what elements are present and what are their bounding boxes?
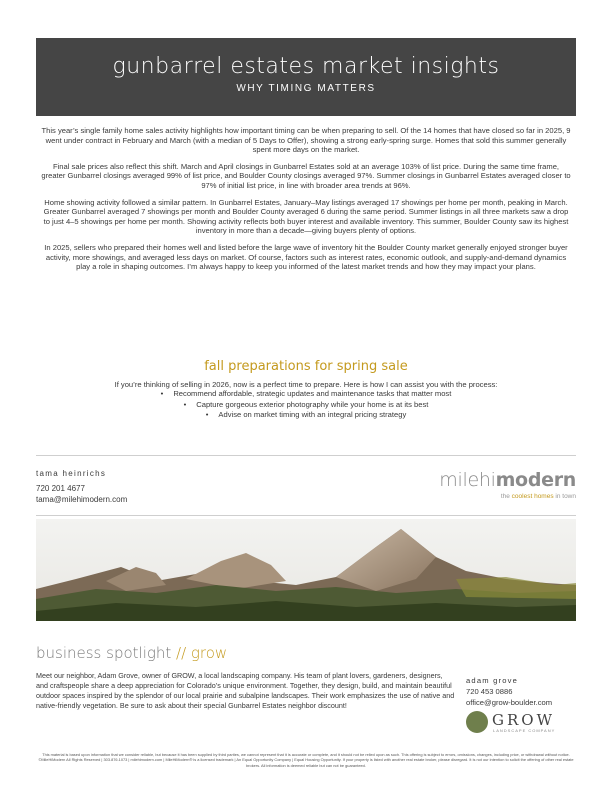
owner-phone[interactable]: 720 453 0886 (466, 687, 513, 696)
grow-wordmark: GROW (492, 711, 555, 729)
page-header (36, 38, 576, 116)
tagline-highlight: coolest homes (511, 493, 554, 500)
agent-phone[interactable]: 720 201 4677 (36, 483, 85, 493)
grow-emblem-icon (466, 711, 488, 733)
milehimodern-logo (439, 469, 576, 500)
grow-logo (466, 711, 578, 735)
market-insights-body (40, 126, 572, 279)
agent-contact (36, 468, 127, 506)
page-subtitle: WHY TIMING MATTERS (236, 83, 376, 94)
fall-section-title: fall preparations for spring sale (204, 359, 408, 374)
logo-wordmark-light: milehi (439, 469, 496, 491)
fall-section-intro: If you’re thinking of selling in 2026, now is a perfect time to prepare. Here is how I can assist you with the process: (114, 380, 498, 389)
mountain-illustration (36, 519, 576, 621)
spotlight-title-prefix: business spotlight (36, 644, 172, 662)
paragraph-showings: Home showing activity followed a similar pattern. In Gunbarrel Estates, January–May listings averaged 17 showings per home per month, peaking in March. Greater Gunbarrel averaged 7 showings per month and Boulder County averaged 6 during the same period. Summer listings in all three markets saw a drop to just 4–5 showings per home per month. Showing activity reflects both buyer interest and available inventory. This summer, Boulder County saw its highest inventory in more than a decade—giving buyers plenty of options. (43, 197, 569, 236)
footer-disclaimer: This material is based upon information that we consider reliable, but because it has been supplied by third parties, we cannot represent that it is accurate or complete, and it should not be relied upon as such. This offering is subject to errors, omissions, changes, including price, or withdrawal without notice. ©MileHiModern All Rights Reserved | 303.876.1073 | milehimodern.com | MileHiModern® is a licensed trademark | An Equal Opportunity Company | Equal Housing Opportunity. If your property is listed with another real estate broker, please disregard. It is not our intention to solicit the offering of other real estate brokers. All information is deemed reliable but can not be guaranteed. (38, 752, 574, 768)
logo-wordmark (439, 469, 576, 491)
list-item: • Advise on market timing with an integral pricing strategy (36, 410, 576, 421)
paragraph-summary: In 2025, sellers who prepared their homes well and listed before the large wave of inventory hit the Boulder County market generally enjoyed stronger buyer activity, more showings, and averaged less days on market. Of course, factors such as interest rates, economic outlook, and supply-and-demand dynamics play a role in shaping outcomes. I’m always happy to keep you informed of the latest market trends and how they may impact your plans. (44, 242, 568, 272)
owner-contact (466, 675, 552, 708)
list-item: • Recommend affordable, strategic updates and maintenance tasks that matter most (36, 389, 576, 400)
logo-wordmark-bold: modern (495, 469, 576, 491)
spotlight-title-highlight: // grow (171, 644, 228, 662)
list-item: • Capture gorgeous exterior photography while your home is at its best (36, 400, 576, 411)
paragraph-prices: Final sale prices also reflect this shift. March and April closings in Gunbarrel Estates sold at an average 103% of list price. During the same time frame, greater Gunbarrel closings averaged 99% of list price, and Boulder County closings averaged 97%. Summer closings in Gunbarrel Estates averaged closer to 97% of initial list price, in line with broader area trends at 96%. (41, 161, 571, 190)
grow-subtitle: LANDSCAPE COMPANY (493, 728, 556, 733)
paragraph-timing: This year’s single family home sales activity highlights how important timing can be when preparing to sell. Of the 14 homes that have closed so far in 2025, 9 went under contract in February and March (with a median of 5 Days to Offer), showing a strong early-spring surge. Homes that sold this summer generally spent more days on the market. (41, 126, 571, 155)
page-title: gunbarrel estates market insights (112, 54, 500, 79)
fall-services-list (36, 389, 576, 421)
logo-tagline (439, 493, 576, 500)
tagline-prefix: the (500, 493, 512, 500)
flatirons-mountain-photo (36, 519, 576, 621)
tagline-suffix: in town (553, 493, 576, 500)
divider (36, 455, 576, 456)
agent-email[interactable]: tama@milehimodern.com (36, 495, 128, 504)
divider (36, 515, 576, 516)
owner-name: adam grove (466, 676, 519, 685)
owner-email[interactable]: office@grow-boulder.com (466, 698, 553, 707)
agent-name: tama heinrichs (36, 469, 107, 478)
business-spotlight-title (36, 644, 227, 662)
business-spotlight-text: Meet our neighbor, Adam Grove, owner of GROW, a local landscaping company. His team of plant lovers, gardeners, designers, and craftspeople share a deep appreciation for Colorado’s unique environment. Together, they design, build, and maintain beautiful outdoor spaces inspired by the splendor of our local prairie and subalpine landscapes. Their work emphasizes the use of native and native-friendly vegetation. Be sure to ask about their special Gunbarrel Estates neighbor discount! (36, 671, 455, 710)
